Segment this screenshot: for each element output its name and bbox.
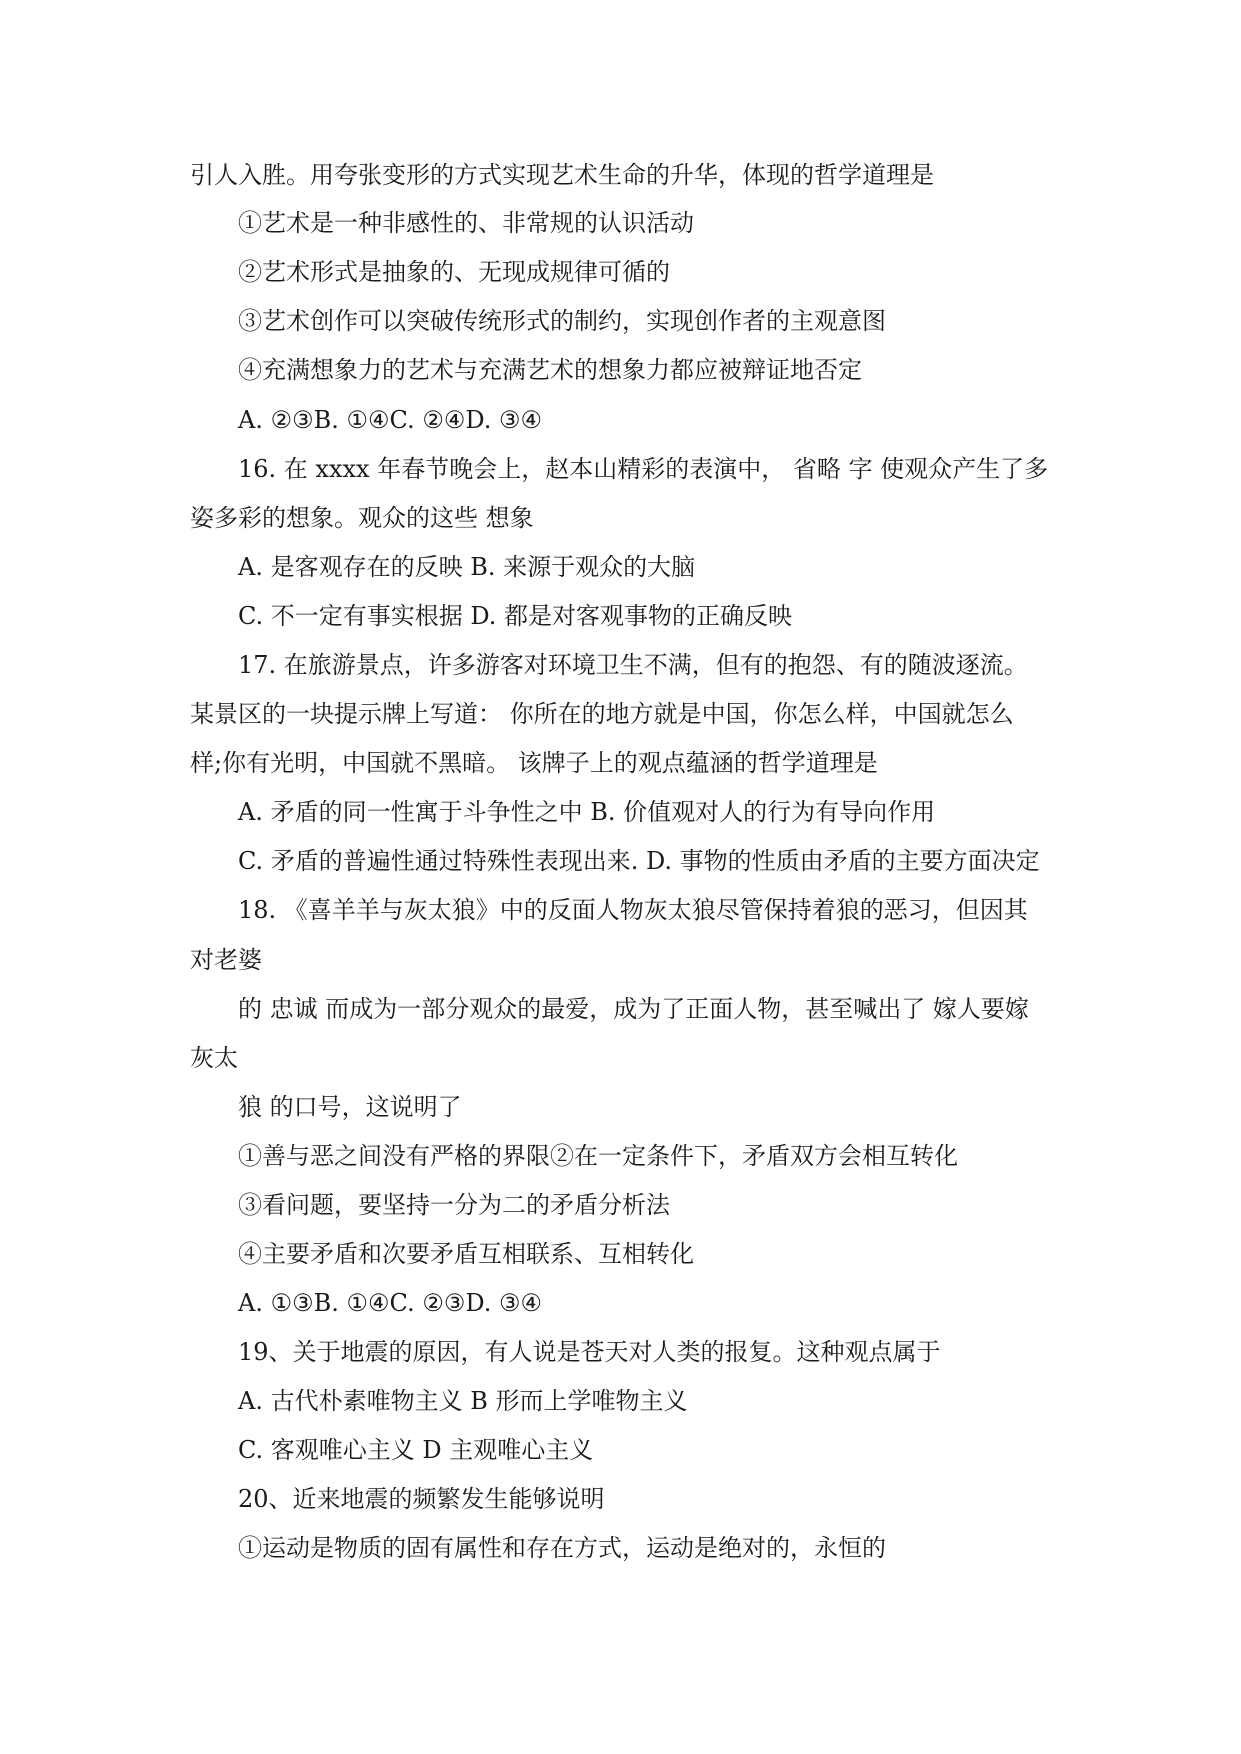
answer-choices: A. ①③B. ①④C. ②③D. ③④ <box>238 1289 543 1317</box>
option-item: ③艺术创作可以突破传统形式的制约，实现创作者的主观意图 <box>238 307 886 335</box>
question-17-stem-continued: 样;你有光明，中国就不黑暗。 该牌子上的观点蕴涵的哲学道理是 <box>190 749 878 777</box>
question-18-stem-continued: 对老婆 <box>190 946 262 974</box>
option-item: ①艺术是一种非感性的、非常规的认识活动 <box>238 209 694 237</box>
question-16-stem-continued: 姿多彩的想象。观众的这些 想象 <box>190 504 534 532</box>
answer-choices: A. ②③B. ①④C. ②④D. ③④ <box>238 406 543 434</box>
question-18-stem-continued: 的 忠诚 而成为一部分观众的最爱，成为了正面人物，甚至喊出了 嫁人要嫁 <box>238 995 1029 1023</box>
question-17-stem: 17. 在旅游景点，许多游客对环境卫生不满，但有的抱怨、有的随波逐流。 <box>238 651 1028 679</box>
question-18-stem-continued: 狼 的口号，这说明了 <box>238 1093 462 1121</box>
answer-choices: A. 是客观存在的反映 B. 来源于观众的大脑 <box>238 553 696 581</box>
answer-choices: C. 矛盾的普遍性通过特殊性表现出来. D. 事物的性质由矛盾的主要方面决定 <box>238 847 1040 875</box>
option-item: ①善与恶之间没有严格的界限②在一定条件下，矛盾双方会相互转化 <box>238 1142 958 1170</box>
text-line: 引人入胜。用夸张变形的方式实现艺术生命的升华，体现的哲学道理是 <box>190 161 934 189</box>
question-19-stem: 19、关于地震的原因，有人说是苍天对人类的报复。这种观点属于 <box>238 1338 941 1366</box>
option-item: ②艺术形式是抽象的、无现成规律可循的 <box>238 258 670 286</box>
option-item: ④充满想象力的艺术与充满艺术的想象力都应被辩证地否定 <box>238 356 862 384</box>
answer-choices: A. 古代朴素唯物主义 B 形而上学唯物主义 <box>238 1387 688 1415</box>
question-20-stem: 20、近来地震的频繁发生能够说明 <box>238 1485 605 1513</box>
option-item: ①运动是物质的固有属性和存在方式，运动是绝对的，永恒的 <box>238 1534 886 1562</box>
question-17-stem-continued: 某景区的一块提示牌上写道： 你所在的地方就是中国，你怎么样，中国就怎么 <box>190 700 1014 728</box>
question-16-stem: 16. 在 xxxx 年春节晚会上，赵本山精彩的表演中， 省略 字 使观众产生了多 <box>238 455 1049 483</box>
question-18-stem: 18. 《喜羊羊与灰太狼》中的反面人物灰太狼尽管保持着狼的恶习，但因其 <box>238 896 1028 924</box>
answer-choices: A. 矛盾的同一性寓于斗争性之中 B. 价值观对人的行为有导向作用 <box>238 798 936 826</box>
question-18-stem-continued: 灰太 <box>190 1044 238 1072</box>
option-item: ③看问题，要坚持一分为二的矛盾分析法 <box>238 1191 670 1219</box>
answer-choices: C. 不一定有事实根据 D. 都是对客观事物的正确反映 <box>238 602 793 630</box>
answer-choices: C. 客观唯心主义 D 主观唯心主义 <box>238 1436 594 1464</box>
option-item: ④主要矛盾和次要矛盾互相联系、互相转化 <box>238 1240 694 1268</box>
